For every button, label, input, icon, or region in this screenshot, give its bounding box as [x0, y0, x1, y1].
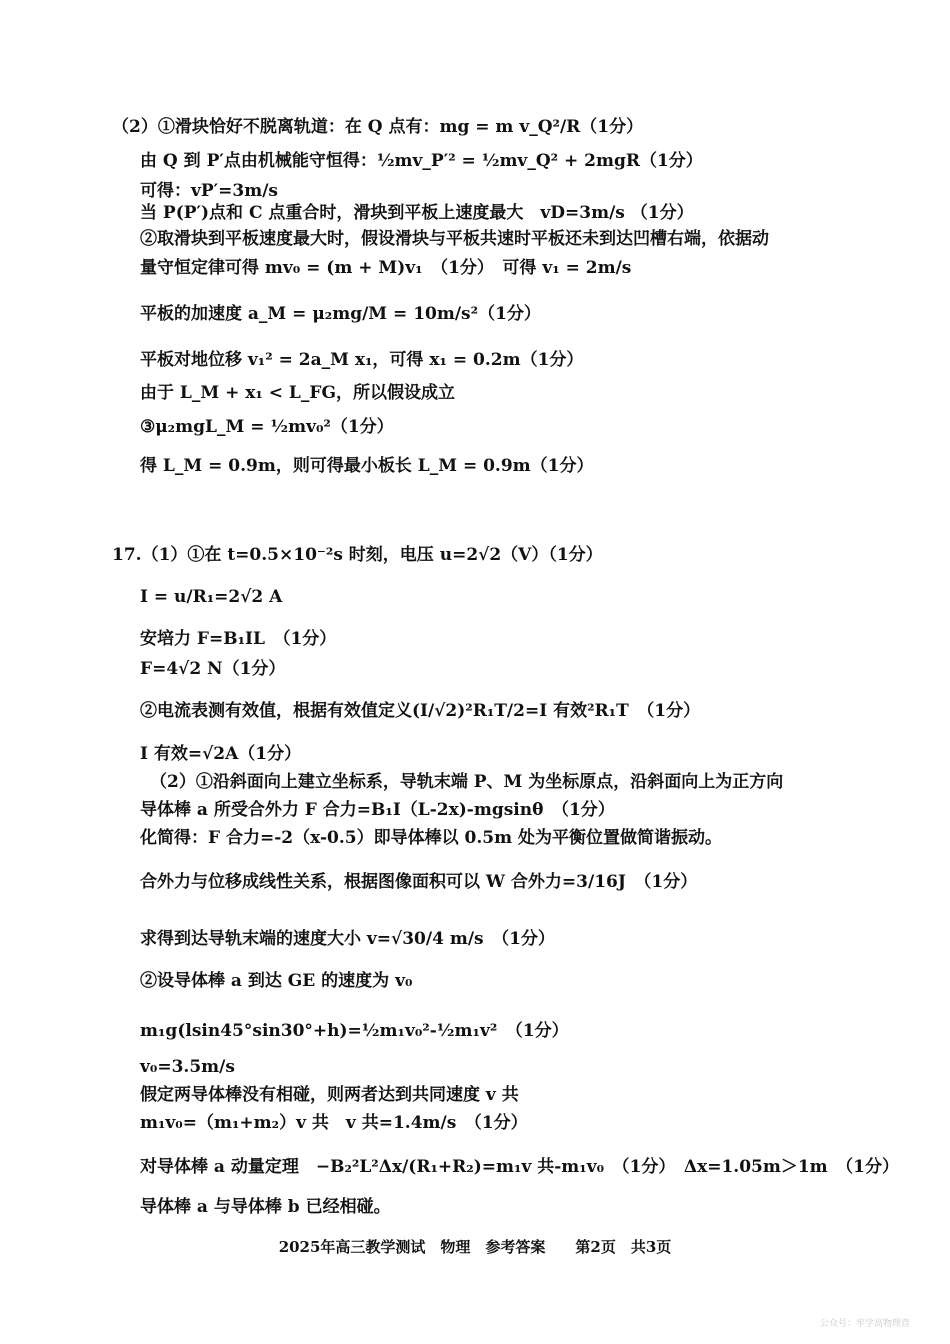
answer-line: 对导体棒 a 动量定理 −B₂²L²Δx/(R₁+R₂)=m₁v 共-m₁v₀ （1分） Δx=1.05m＞1m （1分） [140, 1157, 899, 1177]
answer-line: F=4√2 N（1分） [140, 659, 286, 679]
page-footer: 2025年高三教学测试 物理 参考答案 第2页 共3页 [278, 1238, 672, 1256]
answer-line: 当 P(P′)点和 C 点重合时，滑块到平板上速度最大 vD=3m/s （1分） [140, 203, 694, 223]
answer-line: 导体棒 a 所受合外力 F 合力=B₁I（L-2x)-mgsinθ （1分） [140, 800, 615, 820]
answer-line: ②设导体棒 a 到达 GE 的速度为 v₀ [140, 971, 413, 991]
answer-line: m₁g(lsin45°sin30°+h)=½m₁v₀²-½m₁v² （1分） [140, 1021, 569, 1041]
answer-line: 求得到达导轨末端的速度大小 v=√30/4 m/s （1分） [140, 929, 555, 949]
answer-line: 由 Q 到 P′点由机械能守恒得：½mv_P′² = ½mv_Q² + 2mgR（1分） [140, 151, 703, 171]
answer-line: 导体棒 a 与导体棒 b 已经相碰。 [140, 1197, 391, 1217]
answer-line: 得 L_M = 0.9m，则可得最小板长 L_M = 0.9m（1分） [140, 456, 594, 476]
watermark: 公众号：牢学高物理营 [819, 1319, 910, 1329]
answer-line: 可得：vP′=3m/s [140, 181, 278, 201]
answer-line: I = u/R₁=2√2 A [140, 587, 283, 607]
answer-line-17: 17.（1）①在 t=0.5×10⁻²s 时刻，电压 u=2√2（V）（1分） [112, 545, 603, 565]
answer-line: 化简得：F 合力=-2（x-0.5）即导体棒以 0.5m 处为平衡位置做简谐振动。 [140, 828, 722, 848]
answer-line: 合外力与位移成线性关系，根据图像面积可以 W 合外力=3/16J （1分） [140, 872, 698, 892]
answer-line: 量守恒定律可得 mv₀ = (m + M)v₁ （1分） 可得 v₁ = 2m/s [140, 258, 632, 278]
answer-line: I 有效=√2A（1分） [140, 744, 302, 764]
answer-line: 假定两导体棒没有相碰，则两者达到共同速度 v 共 [140, 1085, 519, 1105]
answer-line: 平板对地位移 v₁² = 2a_M x₁，可得 x₁ = 0.2m（1分） [140, 350, 584, 370]
answer-line: ③μ₂mgL_M = ½mv₀²（1分） [140, 417, 394, 437]
answer-line-17-2: （2）①沿斜面向上建立坐标系，导轨末端 P、M 为坐标原点，沿斜面向上为正方向 [150, 772, 784, 792]
answer-line-2-1: （2）①滑块恰好不脱离轨道：在 Q 点有：mg = m v_Q²/R（1分） [112, 117, 644, 137]
answer-line: m₁v₀=（m₁+m₂）v 共 v 共=1.4m/s （1分） [140, 1113, 528, 1133]
answer-line: ②电流表测有效值，根据有效值定义(I/√2)²R₁T/2=I 有效²R₁T （1分） [140, 701, 701, 721]
answer-line: 安培力 F=B₁IL （1分） [140, 629, 337, 649]
answer-line: 由于 L_M + x₁ < L_FG，所以假设成立 [140, 383, 455, 403]
answer-line: 平板的加速度 a_M = μ₂mg/M = 10m/s²（1分） [140, 304, 541, 324]
answer-line: v₀=3.5m/s [140, 1057, 235, 1077]
answer-line: ②取滑块到平板速度最大时，假设滑块与平板共速时平板还未到达凹槽右端，依据动 [140, 229, 769, 249]
